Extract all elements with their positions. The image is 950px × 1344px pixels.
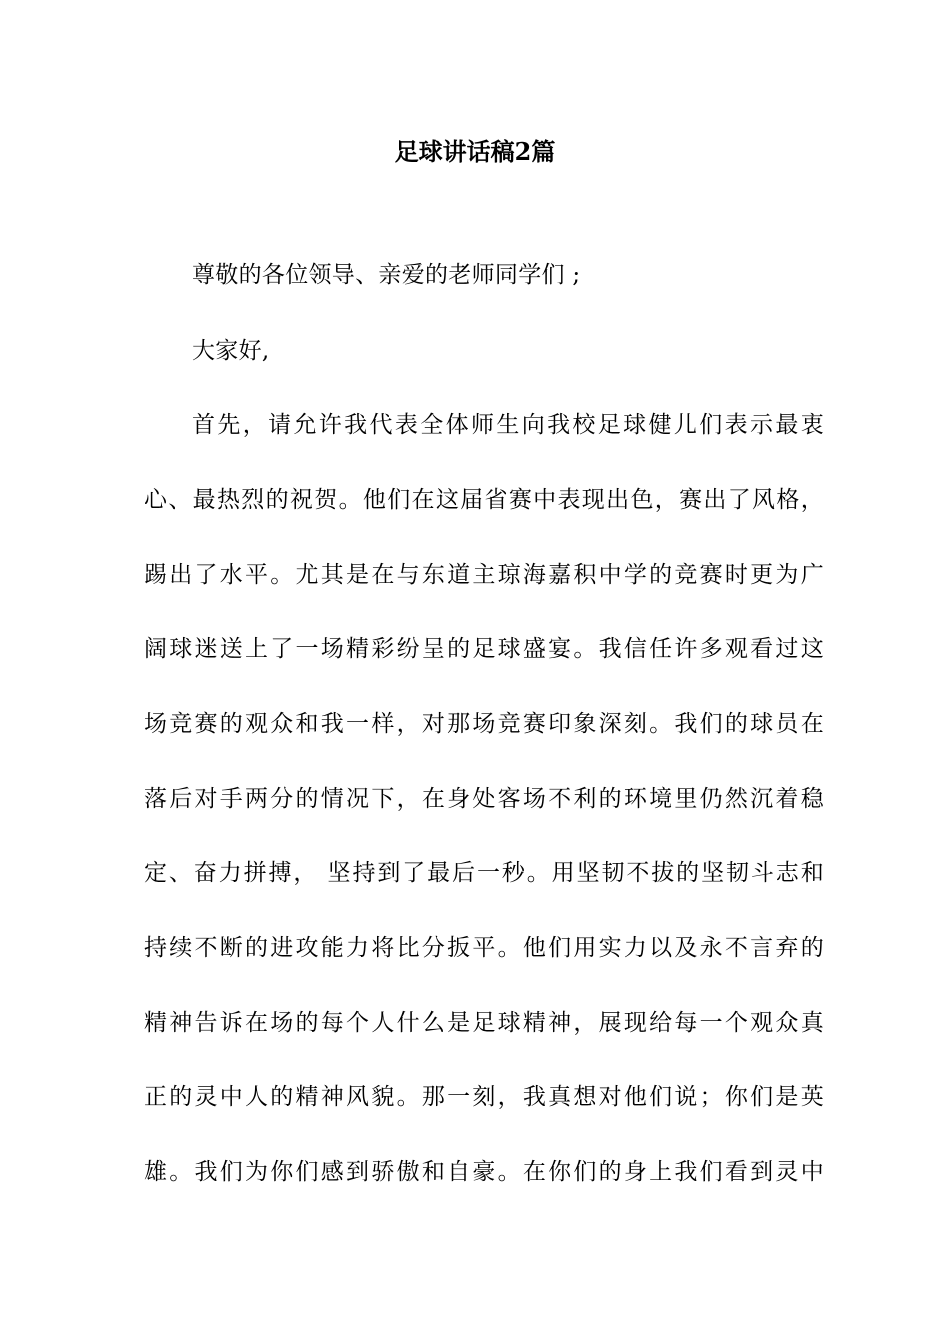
body-line-4: 阔球迷送上了一场精彩纷呈的足球盛宴。我信任许多观看过这	[144, 636, 824, 662]
body-line-3: 踢出了水平。尤其是在与东道主琼海嘉积中学的竞赛时更为广	[144, 562, 824, 588]
greeting-line: 大家好,	[192, 338, 270, 364]
body-line-1: 首先，请允许我代表全体师生向我校足球健儿们表示最衷	[192, 412, 824, 438]
salutation-line: 尊敬的各位领导、亲爱的老师同学们 ;	[192, 262, 581, 288]
body-line-6: 落后对手两分的情况下，在身处客场不利的环境里仍然沉着稳	[144, 786, 824, 812]
body-line-8: 持续不断的进攻能力将比分扳平。他们用实力以及永不言弃的	[144, 935, 824, 961]
body-line-2: 心、最热烈的祝贺。他们在这届省赛中表现出色，赛出了风格，	[144, 487, 824, 513]
body-line-11: 雄。我们为你们感到骄傲和自豪。在你们的身上我们看到灵中	[144, 1159, 824, 1185]
document-title: 足球讲话稿2篇	[394, 137, 556, 166]
body-line-5: 场竞赛的观众和我一样，对那场竞赛印象深刻。我们的球员在	[144, 711, 824, 737]
body-line-9: 精神告诉在场的每个人什么是足球精神，展现给每一个观众真	[144, 1010, 824, 1036]
body-line-7: 定、奋力拼搏， 坚持到了最后一秒。用坚韧不拔的坚韧斗志和	[144, 860, 824, 886]
body-line-10: 正的灵中人的精神风貌。那一刻，我真想对他们说；你们是英	[144, 1084, 824, 1110]
